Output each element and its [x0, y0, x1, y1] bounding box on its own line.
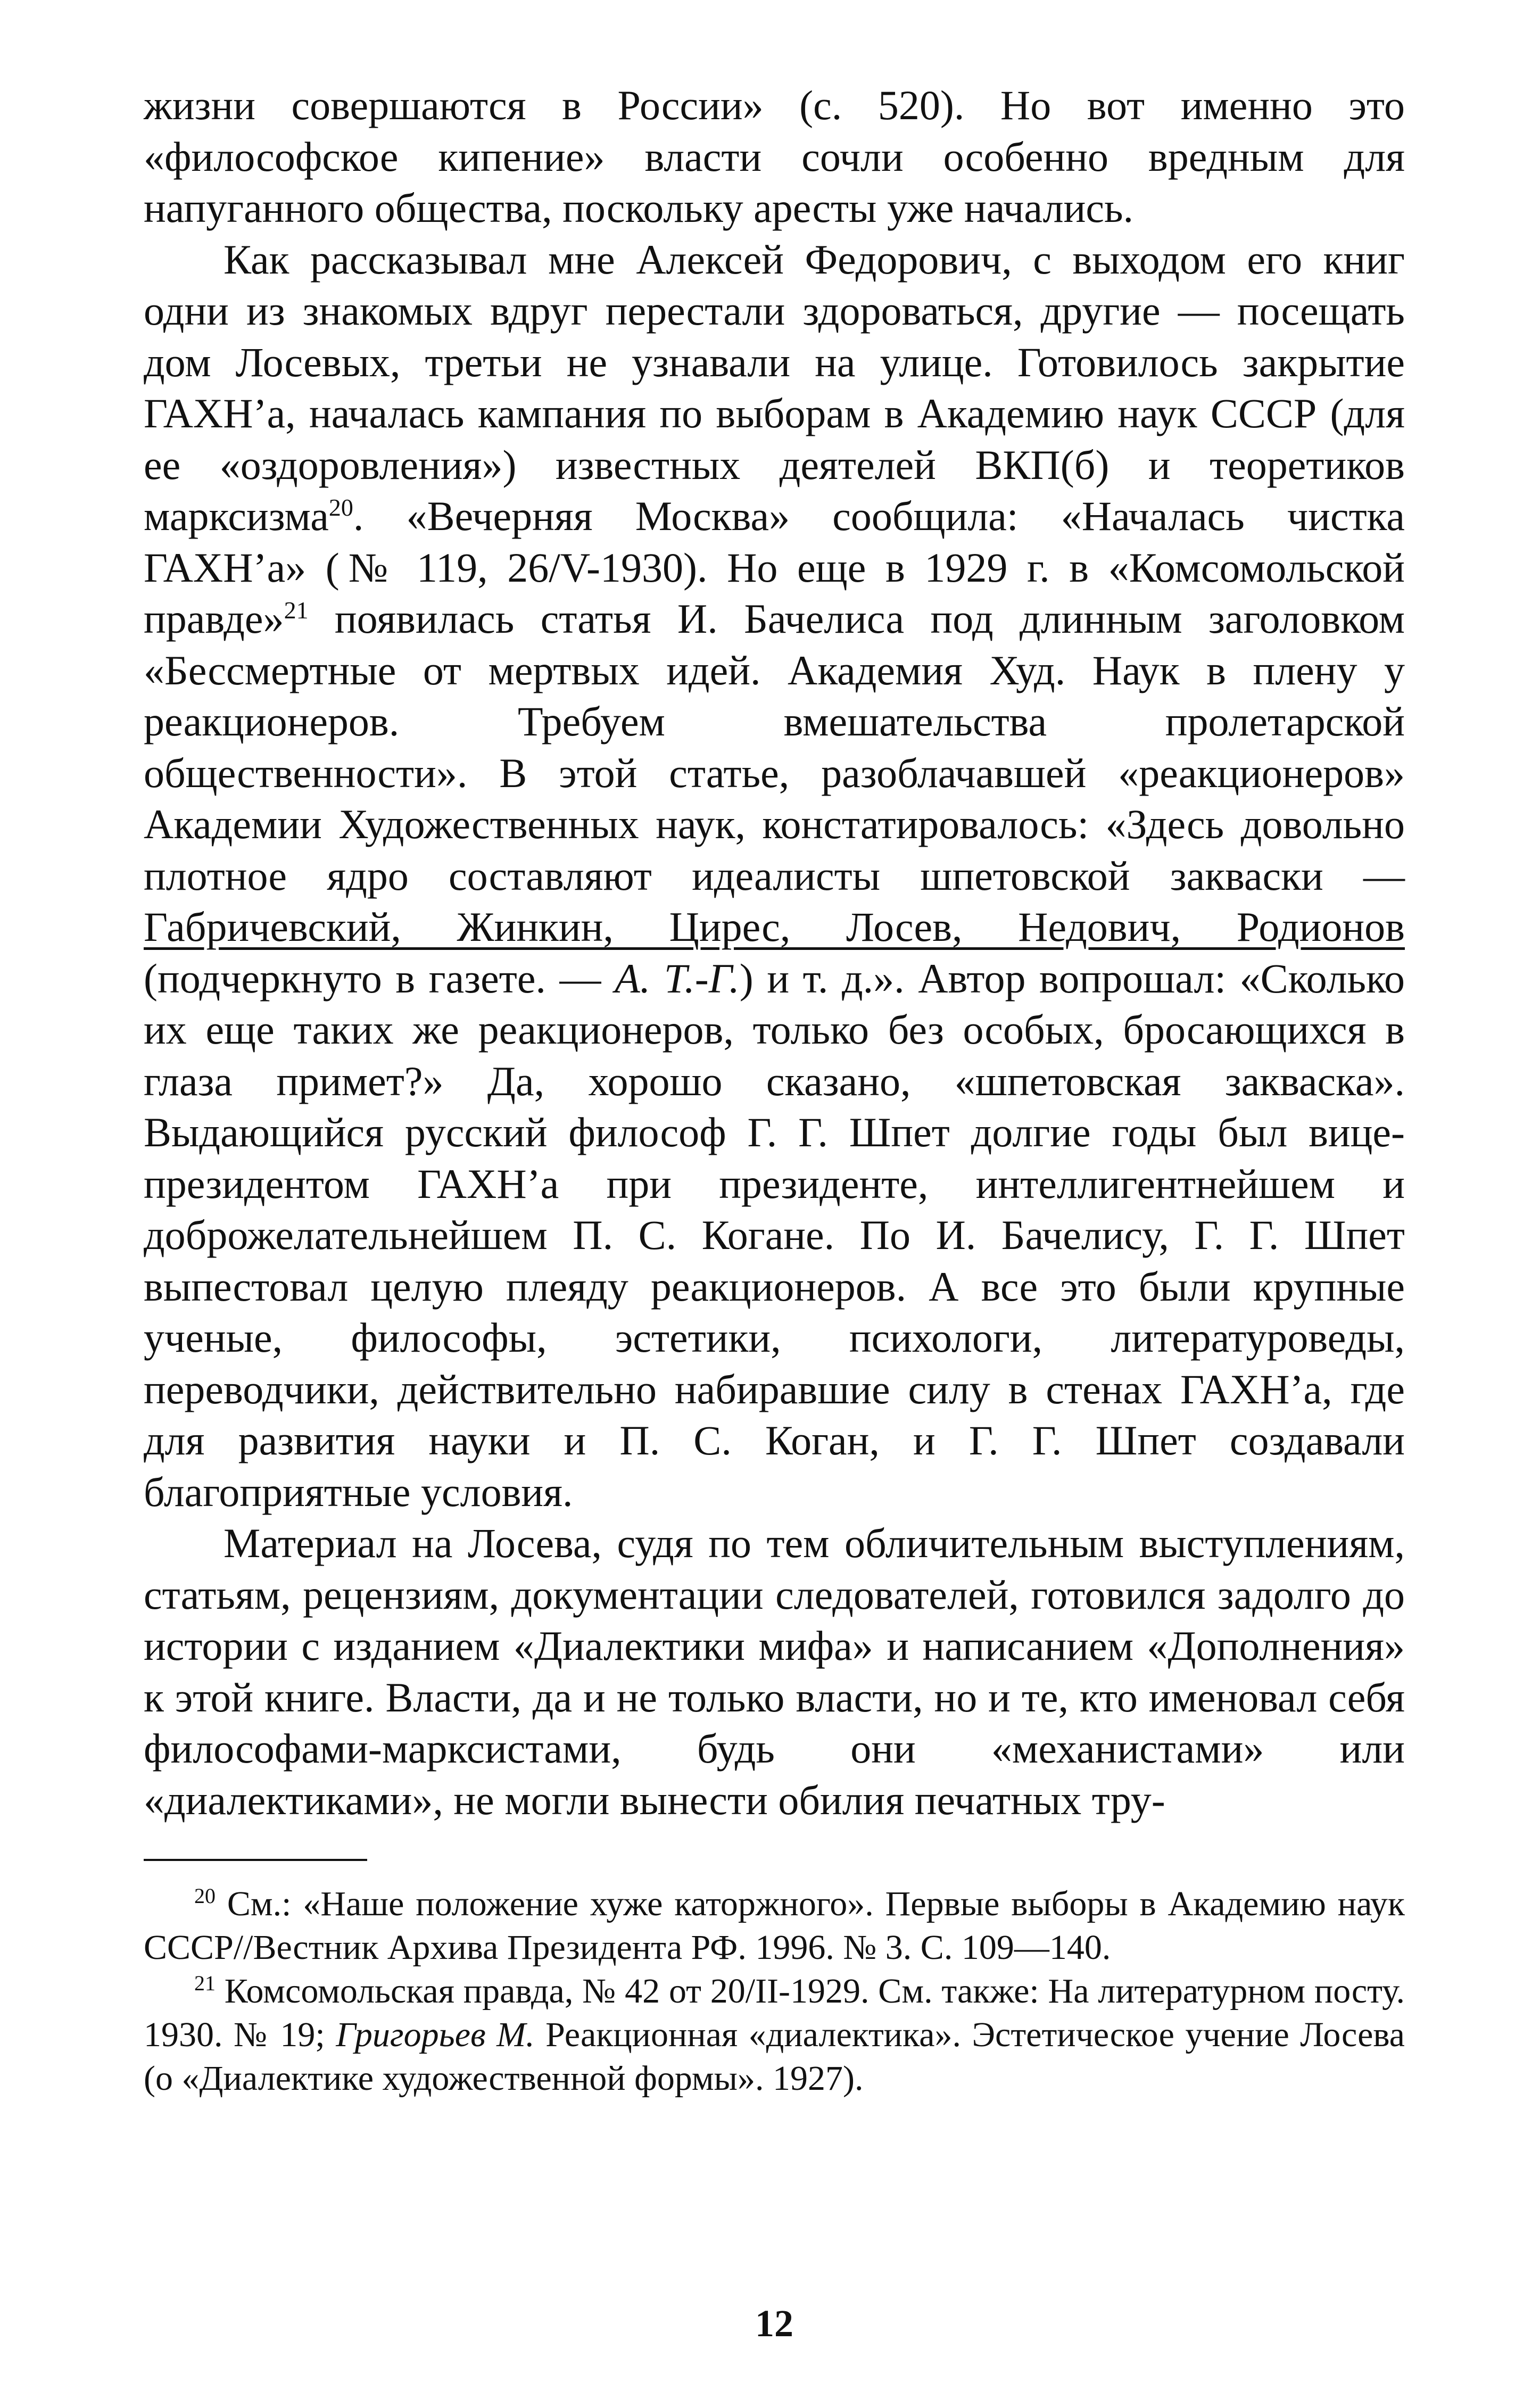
footnote-20-text: См.: «Наше положение хуже каторжного». Первые выборы в Академию наук СССР//Вестник Архива Президента РФ. 1996. № 3. С. 109—140.: [144, 1884, 1405, 1967]
footnote-20: [144, 1882, 1405, 1970]
footnote-21-text-a: Комсомольская правда, № 42 от 20/II-1929. См. также: На литературном посту. 1930. № 19;: [144, 1972, 1405, 2054]
paragraph-1-text: жизни совершаются в России» (с. 520). Но вот именно это «философское кипение» власти сочли особенно вредным для напуганного общества, поскольку аресты уже начались.: [144, 82, 1405, 231]
footnotes: [144, 1882, 1405, 2100]
paragraph-2-text-e: ) и т. д.». Автор вопрошал: «Сколько их еще таких же реакционеров, только без особых, бросающихся в глаза примет?» Да, хорошо сказано, «шпетовская закваска». Выдающийся русский философ Г. Г. Шпет долгие годы был вице-президентом ГАХН’а при президенте, интеллигентнейшем и доброжелательнейшем П. С. Когане. По И. Бачелису, Г. Г. Шпет выпестовал целую плеяду реакционеров. А все это были крупные ученые, философы, эстетики, психологи, литературоведы, переводчики, действительно набиравшие силу в стенах ГАХН’а, где для развития науки и П. С. Коган, и Г. Г. Шпет создавали благоприятные условия.: [144, 955, 1405, 1515]
footnote-21-text-b: Реакционная «диалектика». Эстетическое учение Лосева (о «Диалектике художественной формы». 1927).: [144, 2015, 1405, 2098]
page-number: 12: [755, 2302, 793, 2345]
book-page: [144, 80, 1405, 2363]
paragraph-1: [144, 80, 1405, 234]
footnote-21-number: 21: [194, 1971, 216, 1995]
footnote-divider: [144, 1859, 367, 1861]
footnote-ref-21: 21: [284, 597, 309, 624]
footnote-20-number: 20: [194, 1884, 216, 1908]
footnote-21: [144, 1970, 1405, 2100]
paragraph-2: [144, 234, 1405, 1518]
paragraph-2-text-d: (подчеркнуто в газете. —: [144, 955, 615, 1002]
paragraph-2-text-a: Как рассказывал мне Алексей Федорович, с выходом его книг одни из знакомых вдруг перестали здороваться, другие — посещать дом Лосевых, третьи не узнавали на улице. Готовилось закрытие ГАХН’а, началась кампания по выборам в Академию наук СССР (для ее «оздоровления») известных деятелей ВКП(б) и теоретиков марксизма: [144, 236, 1405, 539]
paragraph-3-text: Материал на Лосева, судя по тем обличительным выступлениям, статьям, рецензиям, документации следователей, готовился задолго до истории с изданием «Диалектики мифа» и написанием «Дополнения» к этой книге. Власти, да и не только власти, но и те, кто именовал себя философами-марксистами, будь они «механистами» или «диалектиками», не могли вынести обилия печатных тру-: [144, 1520, 1405, 1823]
paragraph-3: [144, 1518, 1405, 1826]
footnote-ref-20: 20: [328, 494, 353, 521]
underlined-names: Габричевский, Жинкин, Цирес, Лосев, Недович, Родионов: [144, 904, 1405, 950]
main-text: [144, 80, 1405, 1826]
paragraph-2-text-b: . «Вечерняя Москва» сообщила: «Началась чистка ГАХН’а» (№ 119, 26/V-1930). Но еще в 1929 г. в «Комсомольской правде»: [144, 493, 1405, 642]
footnote-21-author: Григорьев М.: [336, 2015, 535, 2054]
author-initials: А. Т.-Г.: [615, 955, 740, 1002]
paragraph-2-text-c: появилась статья И. Бачелиса под длинным заголовком «Бессмертные от мертвых идей. Академия Худ. Наук в плену у реакционеров. Требуем вмешательства пролетарской общественности». В этой статье, разоблачавшей «реакционеров» Академии Художественных наук, констатировалось: «Здесь довольно плотное ядро составляют идеалисты шпетовской закваски —: [144, 595, 1405, 899]
